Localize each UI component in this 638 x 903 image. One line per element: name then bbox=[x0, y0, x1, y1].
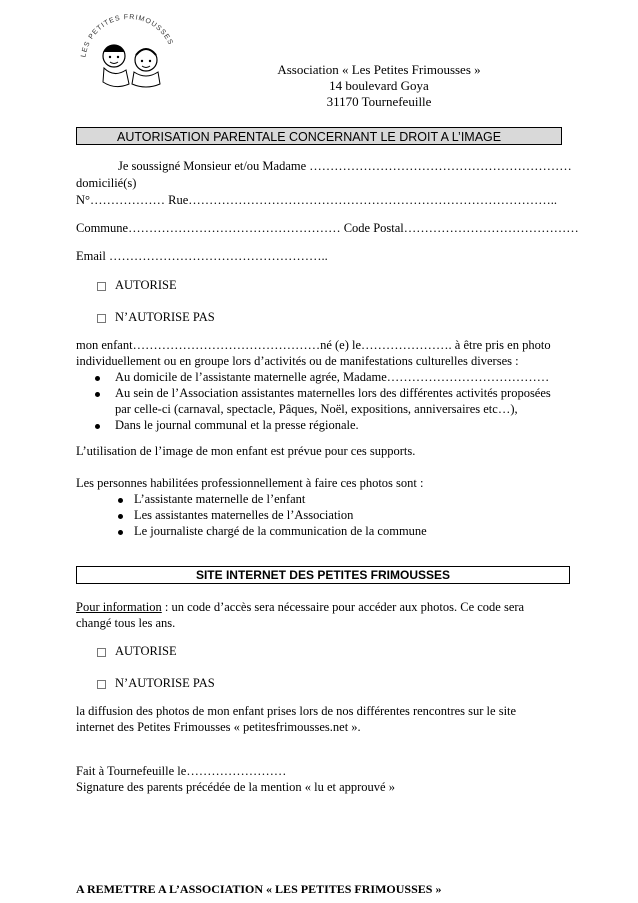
authorized-person-nanny: L’assistante maternelle de l’enfant bbox=[134, 492, 306, 506]
authorized-people-intro: Les personnes habilitées professionnellement à faire ces photos sont : bbox=[76, 476, 424, 490]
svg-text:LES PETITES FRIMOUSSES bbox=[80, 14, 174, 58]
commune-line: Commune…………………………………………… Code Postal…………………………………… bbox=[76, 221, 579, 235]
website-authorize-label: AUTORISE bbox=[115, 644, 177, 658]
not-authorize-checkbox[interactable] bbox=[97, 314, 106, 323]
child-birth-line: mon enfant………………………………………né (e) le…………………. à être pris en photo bbox=[76, 338, 551, 352]
authorized-person-journalist: Le journaliste chargé de la communication de la commune bbox=[134, 524, 427, 538]
bullet-item-press: Dans le journal communal et la presse régionale. bbox=[115, 418, 359, 432]
street-line: N°……………… Rue…………………………………………………………………………….. bbox=[76, 193, 558, 207]
authorize-label: AUTORISE bbox=[115, 278, 177, 292]
activities-line: individuellement ou en groupe lors d’activités ou de manifestations culturelles diverses : bbox=[76, 354, 519, 368]
info-text: : un code d’accès sera nécessaire pour accéder aux photos. Ce code sera bbox=[161, 600, 525, 614]
usage-note: L’utilisation de l’image de mon enfant est prévue pour ces supports. bbox=[76, 444, 416, 458]
diffusion-line-2: internet des Petites Frimousses « petitesfrimousses.net ». bbox=[76, 720, 361, 734]
association-city: 31170 Tournefeuille bbox=[326, 94, 432, 109]
bullet-item-association-cont: par celle-ci (carnaval, spectacle, Pâques, Noël, expositions, anniversaires etc…), bbox=[115, 402, 518, 416]
section-title-parental-authorization: AUTORISATION PARENTALE CONCERNANT LE DROIT A L’IMAGE bbox=[76, 127, 562, 145]
association-name: Association « Les Petites Frimousses » bbox=[277, 62, 481, 77]
domicile-line: domicilié(s) bbox=[76, 176, 137, 190]
footer-return-instruction: A REMETTRE A L’ASSOCIATION « LES PETITES FRIMOUSSES » bbox=[76, 882, 442, 896]
website-not-authorize-label: N’AUTORISE PAS bbox=[115, 676, 215, 690]
authorized-person-nannies: Les assistantes maternelles de l’Association bbox=[134, 508, 354, 522]
bullet-icon bbox=[118, 498, 123, 503]
email-line: Email …………………………………………….. bbox=[76, 249, 328, 263]
bullet-icon bbox=[95, 392, 100, 397]
authorize-checkbox[interactable] bbox=[97, 282, 106, 291]
bullet-icon bbox=[95, 376, 100, 381]
website-authorize-checkbox[interactable] bbox=[97, 648, 106, 657]
info-line bbox=[76, 600, 524, 615]
website-not-authorize-checkbox[interactable] bbox=[97, 680, 106, 689]
bullet-item-home: Au domicile de l’assistante maternelle agrée, Madame………………………………… bbox=[115, 370, 550, 384]
bullet-icon bbox=[118, 530, 123, 535]
info-label: Pour information bbox=[76, 600, 162, 614]
signature-instruction: Signature des parents précédée de la mention « lu et approuvé » bbox=[76, 780, 395, 794]
bullet-item-association: Au sein de l’Association assistantes maternelles lors des différentes activités proposées bbox=[115, 386, 551, 400]
association-logo bbox=[74, 8, 184, 118]
bullet-icon bbox=[95, 424, 100, 429]
info-line-2: changé tous les ans. bbox=[76, 616, 176, 630]
bullet-icon bbox=[118, 514, 123, 519]
section-title-website: SITE INTERNET DES PETITES FRIMOUSSES bbox=[76, 566, 570, 584]
undersigned-line: Je soussigné Monsieur et/ou Madame ……………………………………………………… bbox=[118, 159, 572, 173]
logo-ring-text: LES PETITES FRIMOUSSES bbox=[80, 13, 174, 58]
place-date-line: Fait à Tournefeuille le…………………… bbox=[76, 764, 287, 778]
not-authorize-label: N’AUTORISE PAS bbox=[115, 310, 215, 324]
association-street: 14 boulevard Goya bbox=[329, 78, 429, 93]
association-address bbox=[240, 62, 518, 110]
diffusion-line-1: la diffusion des photos de mon enfant prises lors de nos différentes rencontres sur le site bbox=[76, 704, 517, 718]
